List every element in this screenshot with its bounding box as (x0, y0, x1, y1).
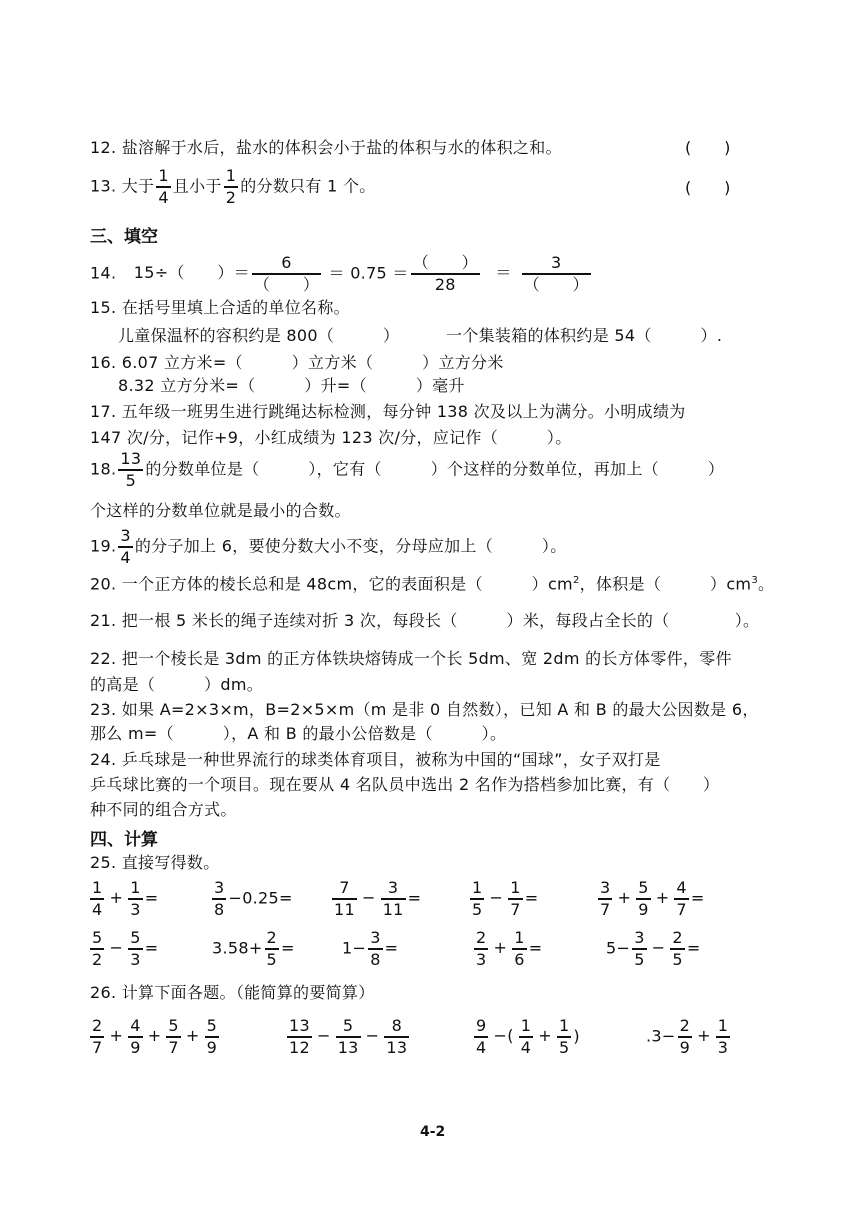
q14-part-1[interactable]: 15÷（ ）＝ (133, 263, 250, 283)
page-number: 4-2 (420, 1124, 446, 1140)
q24-line-2[interactable]: 乒乓球比赛的一个项目。现在要从 4 名队员中选出 2 名作为搭档参加比赛，有（ ） (90, 775, 720, 794)
question-20[interactable] (90, 570, 774, 595)
q16-line-2[interactable]: 8.32 立方分米=（ ）升=（ ）毫升 (118, 376, 465, 395)
section-4-heading: 四、计算 (90, 830, 158, 850)
calc-r1-d[interactable]: $\frac{1}{5}$ − $\frac{1}{7}$ = (472, 878, 539, 919)
q13-mid: 且小于 (172, 176, 222, 196)
q20-superscript-2: 3 (751, 575, 758, 586)
calc-r1-c[interactable]: $\frac{7}{11}$ − $\frac{3}{11}$ = (334, 878, 422, 919)
q17-line-1: 17. 五年级一班男生进行跳绳达标检测，每分钟 138 次及以上为满分。小明成绩为 (90, 402, 686, 421)
q13-fraction-2: $\frac{1}{2}$ (225, 166, 237, 207)
q19-number: 19. (90, 536, 117, 556)
question-19[interactable] (90, 528, 567, 566)
q13-answer-blank[interactable]: ( ) (685, 178, 731, 197)
q18-text[interactable]: 的分数单位是（ ），它有（ ）个这样的分数单位，再加上（ ） (145, 459, 725, 479)
q14-fraction-2[interactable]: $\frac{( )}{28}$ (412, 253, 478, 294)
question-12 (90, 137, 562, 159)
question-21[interactable]: 21. 把一根 5 米长的绳子连续对折 3 次，每段长（ ）米，每段占全长的（ ）。 (90, 611, 760, 630)
q12-answer-blank[interactable]: ( ) (685, 138, 731, 157)
calc-r3-b[interactable]: $\frac{13}{12}$ − $\frac{5}{13}$ − $\frac{8}{13}$ (289, 1016, 408, 1057)
section-3-heading: 三、填空 (90, 227, 158, 247)
calc-r2-e[interactable]: 5− $\frac{3}{5}$ − $\frac{2}{5}$ = (606, 928, 701, 969)
question-18[interactable] (90, 451, 724, 489)
calc-r1-b[interactable]: $\frac{3}{8}$ −0.25= (214, 878, 293, 919)
q26-title: 26. 计算下面各题。（能简算的要简算） (90, 983, 375, 1002)
q20-superscript-1: 2 (572, 575, 580, 586)
q13-suffix: 的分数只有 1 个。 (240, 176, 376, 196)
q18-line-2: 个这样的分数单位就是最小的合数。 (90, 501, 351, 520)
q14-number: 14. (90, 263, 117, 283)
q16-line-1[interactable]: 16. 6.07 立方米=（ ）立方米（ ）立方分米 (90, 353, 504, 372)
q25-title: 25. 直接写得数。 (90, 853, 220, 872)
q19-text[interactable]: 的分子加上 6，要使分数大小不变，分母应加上（ ）。 (134, 536, 567, 556)
calc-r2-a[interactable]: $\frac{5}{2}$ − $\frac{5}{3}$ = (92, 928, 159, 969)
q12-text: 12. 盐溶解于水后，盐水的体积会小于盐的体积与水的体积之和。 (90, 138, 562, 157)
q18-number: 18. (90, 459, 117, 479)
q14-part-3: ＝ (495, 263, 512, 283)
calc-r3-c[interactable]: $\frac{9}{4}$ −( $\frac{1}{4}$ + $\frac{1}{5}$ ) (476, 1016, 580, 1057)
q15-blank-cup[interactable]: 儿童保温杯的容积约是 800（ ） (118, 326, 400, 345)
q13-prefix: 13. 大于 (90, 176, 155, 196)
q23-line-1: 23. 如果 A=2×3×m，B=2×5×m（m 是非 0 自然数），已知 A 和 B 的最大公因数是 6， (90, 700, 759, 719)
q22-line-1: 22. 把一个棱长是 3dm 的正方体铁块熔铸成一个长 5dm、宽 2dm 的长方体零件，零件 (90, 649, 732, 668)
q17-line-2[interactable]: 147 次/分，记作+9，小红成绩为 123 次/分，应记作（ ）。 (90, 428, 572, 447)
q23-line-2[interactable]: 那么 m=（ ），A 和 B 的最小公倍数是（ ）。 (90, 724, 507, 743)
calc-r2-b[interactable]: 3.58+ $\frac{2}{5}$ = (212, 928, 295, 969)
calc-r2-c[interactable]: 1− $\frac{3}{8}$ = (342, 928, 399, 969)
calc-r3-a[interactable]: $\frac{2}{7}$ + $\frac{4}{9}$ + $\frac{5}{7}$ + $\frac{5}{9}$ (92, 1016, 218, 1057)
q20-text-b[interactable]: ，体积是（ ）cm (579, 574, 752, 594)
q18-fraction: $\frac{13}{5}$ (120, 449, 142, 490)
q15-line-1: 15. 在括号里填上合适的单位名称。 (90, 298, 350, 317)
q14-part-2: ＝ 0.75 ＝ (328, 263, 409, 283)
q14-fraction-3[interactable]: $\frac{3}{( )}$ (523, 253, 589, 294)
calc-r1-e[interactable]: $\frac{3}{7}$ + $\frac{5}{9}$ + $\frac{4}{7}$ = (600, 878, 705, 919)
q20-text-c: 。 (757, 574, 775, 594)
question-13 (90, 168, 376, 206)
q20-text-a[interactable]: 20. 一个正方体的棱长总和是 48cm，它的表面积是（ ）cm (90, 574, 573, 594)
q19-fraction: $\frac{3}{4}$ (120, 526, 131, 567)
q14-fraction-1[interactable]: $\frac{6}{( )}$ (253, 253, 320, 294)
q15-blank-container[interactable]: 一个集装箱的体积约是 54（ ）. (446, 326, 723, 345)
q24-line-1: 24. 乒乓球是一种世界流行的球类体育项目，被称为中国的“国球”，女子双打是 (90, 750, 661, 769)
q22-line-2[interactable]: 的高是（ ）dm。 (90, 675, 264, 694)
calc-r2-d[interactable]: $\frac{2}{3}$ + $\frac{1}{6}$ = (476, 928, 543, 969)
calc-r1-a[interactable]: $\frac{1}{4}$ + $\frac{1}{3}$ = (92, 878, 159, 919)
q24-line-3: 种不同的组合方式。 (90, 800, 237, 819)
q13-fraction-1: $\frac{1}{4}$ (158, 166, 169, 207)
calc-r3-d[interactable]: .3− $\frac{2}{9}$ + $\frac{1}{3}$ (646, 1016, 729, 1057)
question-14 (90, 255, 593, 293)
